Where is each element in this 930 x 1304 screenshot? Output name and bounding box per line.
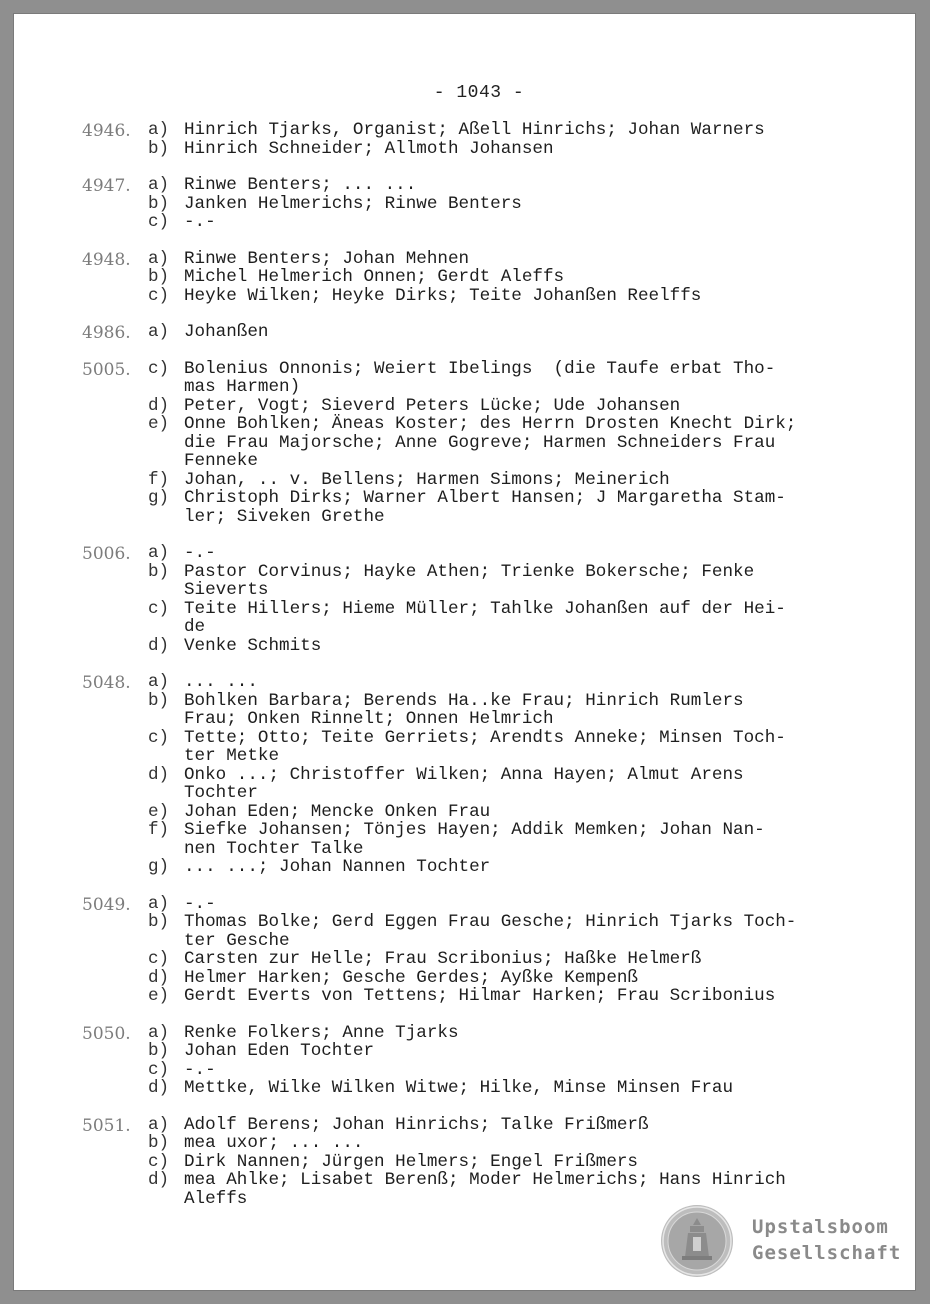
- entry-line-text: Onne Bohlken; Äneas Koster; des Herrn Drosten Knecht Dirk;: [184, 414, 797, 434]
- entry-line: [14, 287, 915, 306]
- entry-line-letter: c): [148, 358, 170, 379]
- entry-line: [14, 1134, 915, 1153]
- entry-number: 5051.: [82, 1115, 131, 1136]
- entry-line-text: Rinwe Benters; ... ...: [184, 175, 417, 195]
- entry-number: 5049.: [82, 894, 131, 915]
- society-name: [752, 1214, 901, 1266]
- entry-line-letter: a): [148, 1114, 170, 1135]
- entry-line: [14, 840, 915, 859]
- entry-line-letter: c): [148, 1059, 170, 1080]
- entry-line-letter: e): [148, 414, 170, 434]
- entry-line-text: Heyke Wilken; Heyke Dirks; Teite Johanßen Reelffs: [184, 285, 702, 306]
- entry-line: [14, 452, 915, 471]
- entry-line-text: Carsten zur Helle; Frau Scribonius; Haßke Helmerß: [184, 949, 702, 969]
- entry-line-letter: a): [148, 1022, 170, 1043]
- entry-line-letter: b): [148, 1041, 170, 1061]
- register-entry: [14, 360, 915, 527]
- entry-line-letter: a): [148, 322, 170, 342]
- entry-line-text: Bolenius Onnonis; Weiert Ibelings (die Taufe erbat Tho-: [184, 358, 776, 379]
- entry-line-letter: a): [148, 120, 170, 140]
- entry-line: [14, 378, 915, 397]
- entry-line-text: Hinrich Tjarks, Organist; Aßell Hinrichs; Johan Warners: [184, 120, 765, 140]
- entry-line-letter: d): [148, 1078, 170, 1098]
- entry-line-text: Renke Folkers; Anne Tjarks: [184, 1022, 459, 1043]
- entry-line-letter: b): [148, 561, 170, 582]
- entry-line: [14, 1079, 915, 1098]
- entry-line-text: -.-: [184, 893, 216, 914]
- entry-line: [14, 673, 915, 692]
- entry-line-letter: d): [148, 635, 170, 656]
- society-name-line2: Gesellschaft: [752, 1242, 902, 1264]
- entry-line-text: Fenneke: [184, 451, 258, 471]
- entry-line-text: Dirk Nannen; Jürgen Helmers; Engel Frißmers: [184, 1151, 638, 1172]
- entry-line-text: Onko ...; Christoffer Wilken; Anna Hayen; Almut Arens: [184, 764, 744, 785]
- entry-line: [14, 323, 915, 342]
- entry-line: [14, 784, 915, 803]
- entry-line: [14, 471, 915, 490]
- entry-line-text: ... ...: [184, 672, 258, 692]
- entry-number: 4948.: [82, 249, 131, 270]
- entry-list: [14, 121, 915, 1226]
- entry-line-text: Janken Helmerichs; Rinwe Benters: [184, 193, 522, 214]
- register-entry: [14, 250, 915, 306]
- entry-line: [14, 729, 915, 748]
- entry-line: [14, 600, 915, 619]
- entry-number: 5006.: [82, 544, 131, 564]
- entry-line-letter: b): [148, 267, 170, 287]
- entry-line: [14, 250, 915, 269]
- entry-line: [14, 913, 915, 932]
- entry-line-letter: b): [148, 690, 170, 711]
- entry-line-letter: b): [148, 138, 170, 159]
- society-logo: [660, 1204, 915, 1284]
- entry-line: [14, 195, 915, 214]
- entry-line-letter: g): [148, 488, 170, 508]
- entry-line-text: Johan Eden; Mencke Onken Frau: [184, 801, 491, 822]
- entry-line-letter: a): [148, 893, 170, 914]
- entry-line-letter: e): [148, 801, 170, 822]
- entry-line: [14, 932, 915, 951]
- entry-line-text: Bohlken Barbara; Berends Ha..ke Frau; Hinrich Rumlers: [184, 690, 744, 711]
- entry-line: [14, 581, 915, 600]
- entry-line-letter: d): [148, 395, 170, 416]
- entry-number: 5005.: [82, 359, 131, 380]
- entry-line-letter: d): [148, 764, 170, 785]
- entry-line-text: Tochter: [184, 783, 258, 803]
- entry-line-text: Teite Hillers; Hieme Müller; Tahlke Johanßen auf der Hei-: [184, 598, 786, 619]
- entry-line-text: Hinrich Schneider; Allmoth Johansen: [184, 138, 554, 159]
- entry-line: [14, 360, 915, 379]
- entry-line-text: mea Ahlke; Lisabet Berenß; Moder Helmerichs; Hans Hinrich: [184, 1170, 786, 1190]
- entry-line: [14, 710, 915, 729]
- entry-line-text: Frau; Onken Rinnelt; Onnen Helmrich: [184, 709, 554, 729]
- entry-line-text: -.-: [184, 1059, 216, 1080]
- entry-line-letter: c): [148, 727, 170, 748]
- entry-line: [14, 858, 915, 877]
- entry-line: [14, 803, 915, 822]
- entry-line-text: ter Metke: [184, 746, 280, 766]
- entry-line: [14, 637, 915, 656]
- document-page: [14, 14, 915, 1290]
- entry-line-text: Rinwe Benters; Johan Mehnen: [184, 248, 470, 269]
- entry-line: [14, 544, 915, 563]
- entry-line-text: Johanßen: [184, 322, 269, 342]
- entry-line: [14, 176, 915, 195]
- entry-line-letter: e): [148, 986, 170, 1006]
- entry-line: [14, 692, 915, 711]
- entry-line-text: Michel Helmerich Onnen; Gerdt Aleffs: [184, 267, 565, 287]
- entry-line: [14, 1042, 915, 1061]
- register-entry: [14, 176, 915, 232]
- society-name-line1: Upstalsboom: [752, 1216, 889, 1238]
- entry-line-letter: b): [148, 193, 170, 214]
- entry-line-text: ter Gesche: [184, 930, 290, 951]
- entry-line-text: mas Harmen): [184, 377, 301, 397]
- entry-line-text: -.-: [184, 543, 216, 563]
- register-entry: [14, 1116, 915, 1209]
- entry-line-text: de: [184, 617, 206, 637]
- entry-line-text: Siefke Johansen; Tönjes Hayen; Addik Memken; Johan Nan-: [184, 820, 765, 840]
- entry-line-letter: a): [148, 175, 170, 195]
- entry-line: [14, 1116, 915, 1135]
- entry-line-text: die Frau Majorsche; Anne Gogreve; Harmen Schneiders Frau: [184, 432, 776, 453]
- entry-line-text: ler; Siveken Grethe: [184, 506, 385, 527]
- entry-line-letter: a): [148, 672, 170, 692]
- entry-line: [14, 747, 915, 766]
- entry-line: [14, 618, 915, 637]
- entry-line: [14, 1024, 915, 1043]
- register-entry: [14, 895, 915, 1006]
- entry-line: [14, 950, 915, 969]
- entry-line-text: Aleffs: [184, 1188, 248, 1209]
- entry-line: [14, 415, 915, 434]
- entry-number: 4986.: [82, 323, 131, 343]
- entry-number: 4947.: [82, 176, 131, 196]
- entry-line: [14, 987, 915, 1006]
- entry-line-text: Tette; Otto; Teite Gerriets; Arendts Anneke; Minsen Toch-: [184, 727, 786, 748]
- entry-line-text: Gerdt Everts von Tettens; Hilmar Harken; Frau Scribonius: [184, 986, 776, 1006]
- entry-line-text: Johan, .. v. Bellens; Harmen Simons; Meinerich: [184, 469, 670, 490]
- entry-line-text: ... ...; Johan Nannen Tochter: [184, 857, 491, 877]
- entry-line-letter: c): [148, 949, 170, 969]
- entry-line-letter: d): [148, 1170, 170, 1190]
- entry-line-text: Sieverts: [184, 580, 269, 600]
- entry-number: 5050.: [82, 1023, 131, 1044]
- entry-line: [14, 213, 915, 232]
- entry-line: [14, 766, 915, 785]
- entry-line-letter: f): [148, 469, 170, 490]
- register-entry: [14, 673, 915, 877]
- entry-line: [14, 397, 915, 416]
- register-entry: [14, 544, 915, 655]
- register-entry: [14, 1024, 915, 1098]
- entry-line-text: Christoph Dirks; Warner Albert Hansen; J Margaretha Stam-: [184, 488, 786, 508]
- register-entry: [14, 323, 915, 342]
- entry-line-text: Pastor Corvinus; Hayke Athen; Trienke Bokersche; Fenke: [184, 561, 755, 582]
- entry-line: [14, 1153, 915, 1172]
- entry-line: [14, 121, 915, 140]
- register-entry: [14, 121, 915, 158]
- entry-line: [14, 1061, 915, 1080]
- entry-line-letter: a): [148, 248, 170, 269]
- entry-line-letter: b): [148, 1133, 170, 1153]
- entry-line: [14, 434, 915, 453]
- entry-line-letter: c): [148, 598, 170, 619]
- entry-line-letter: c): [148, 212, 170, 232]
- entry-number: 4946.: [82, 121, 131, 141]
- entry-line: [14, 268, 915, 287]
- entry-line-text: Thomas Bolke; Gerd Eggen Frau Gesche; Hinrich Tjarks Toch-: [184, 912, 797, 932]
- entry-line-letter: d): [148, 967, 170, 988]
- entry-line-text: Venke Schmits: [184, 635, 322, 656]
- entry-line: [14, 969, 915, 988]
- entry-line-text: nen Tochter Talke: [184, 838, 364, 859]
- entry-number: 5048.: [82, 673, 131, 693]
- entry-line-letter: a): [148, 543, 170, 563]
- entry-line-text: Mettke, Wilke Wilken Witwe; Hilke, Minse Minsen Frau: [184, 1078, 734, 1098]
- entry-line-letter: b): [148, 912, 170, 932]
- entry-line: [14, 821, 915, 840]
- entry-line-text: Peter, Vogt; Sieverd Peters Lücke; Ude Johansen: [184, 395, 681, 416]
- page-number: - 1043 -: [433, 83, 525, 103]
- entry-line: [14, 1171, 915, 1190]
- entry-line-text: Johan Eden Tochter: [184, 1041, 375, 1061]
- entry-line-text: Helmer Harken; Gesche Gerdes; Ayßke Kempenß: [184, 967, 638, 988]
- entry-line-letter: c): [148, 1151, 170, 1172]
- entry-line-letter: c): [148, 285, 170, 306]
- entry-line: [14, 563, 915, 582]
- entry-line-text: Adolf Berens; Johan Hinrichs; Talke Frißmerß: [184, 1114, 649, 1135]
- entry-line-letter: f): [148, 820, 170, 840]
- entry-line-text: -.-: [184, 212, 216, 232]
- entry-line-text: mea uxor; ... ...: [184, 1133, 364, 1153]
- entry-line: [14, 895, 915, 914]
- entry-line-letter: g): [148, 857, 170, 877]
- entry-line: [14, 489, 915, 508]
- entry-line: [14, 508, 915, 527]
- entry-line: [14, 140, 915, 159]
- seal-icon: [660, 1204, 734, 1278]
